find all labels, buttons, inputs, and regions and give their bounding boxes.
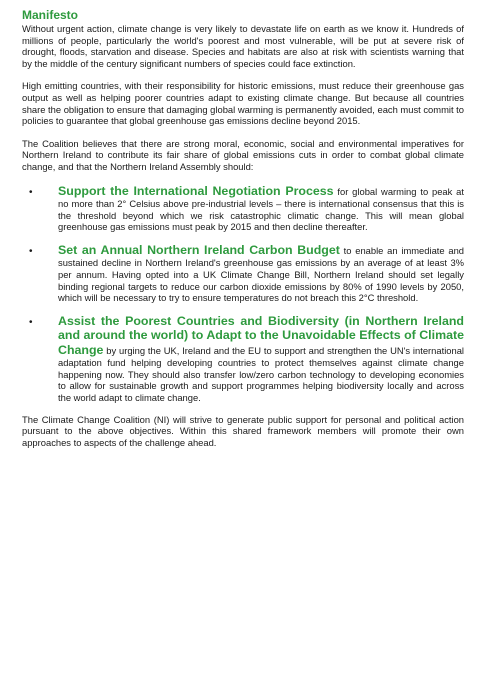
list-item bbox=[22, 184, 464, 233]
list-item bbox=[22, 314, 464, 404]
objective-body: for global warming to peak at no more than 2° Celsius above pre-industrial levels – there is international consensus that this is the threshold beyond which we risk catastrophic climatic change. This will mean global greenhouse gas emissions must peak by 2015 and then decline thereafter. bbox=[58, 185, 465, 233]
objective-body: by urging the UK, Ireland and the EU to support and strengthen the UN's international adaptation fund helping developing countries to protect themselves against climate change happening now. They should also transfer low/zero carbon technology to developing economies to allow for sustainable growth and support programmes helping biodiversity locally and across the world adapt to climate change. bbox=[58, 344, 464, 403]
objective-body: to enable an immediate and sustained decline in Northern Ireland's greenhouse gas emissions by an average of at least 3% per annum. Having opted into a UK Climate Change Bill, Northern Ireland should set legally binding regional targets to reduce our carbon dioxide emissions by 80% of 1990 levels by 2050, which will be necessary to try to ensure temperatures do not breach this 2°C threshold. bbox=[58, 244, 465, 304]
objective-heading: Set an Annual Northern Ireland Carbon Budget bbox=[58, 242, 340, 257]
coalition-paragraph: The Coalition believes that there are strong moral, economic, social and environmental imperatives for Northern Ireland to contribute its fair share of global emissions cuts in order to combat global climate change, and that the Northern Ireland Assembly should: bbox=[22, 137, 464, 172]
page-title: Manifesto bbox=[22, 8, 79, 22]
closing-paragraph: The Climate Change Coalition (NI) will strive to generate public support for personal and political action pursuant to the above objectives. Within this shared framework members will promote their own approaches to aspects of the challenge ahead. bbox=[22, 413, 464, 448]
bullet-icon: • bbox=[29, 186, 33, 198]
objective-heading: Support the International Negotiation Process bbox=[58, 183, 334, 198]
intro-paragraph: Without urgent action, climate change is very likely to devastate life on earth as we know it. Hundreds of millions of people, particularly the world's poorest and most vulnerable, will be put at severe risk of drought, floods, starvation and disease. Species and habitats are also at risk with scientists warning that by the middle of the century significant numbers of species could face extinction. bbox=[22, 23, 464, 69]
bullet-icon: • bbox=[29, 316, 33, 328]
bullet-icon: • bbox=[29, 245, 33, 257]
objectives-list bbox=[22, 184, 464, 404]
list-item bbox=[22, 243, 464, 304]
objective-heading: Assist the Poorest Countries and Biodiversity (in Northern Ireland and around the world) to Adapt to the Unavoidable Effects of Climate Change bbox=[58, 313, 464, 357]
responsibility-paragraph: High emitting countries, with their responsibility for historic emissions, must reduce their greenhouse gas output as well as helping poorer countries adapt to existing climate change. But because all countries share the obligation to ensure that damaging global warming is permanently avoided, each must commit to policies to guarantee that global greenhouse gas emissions decline beyond 2015. bbox=[22, 80, 464, 127]
